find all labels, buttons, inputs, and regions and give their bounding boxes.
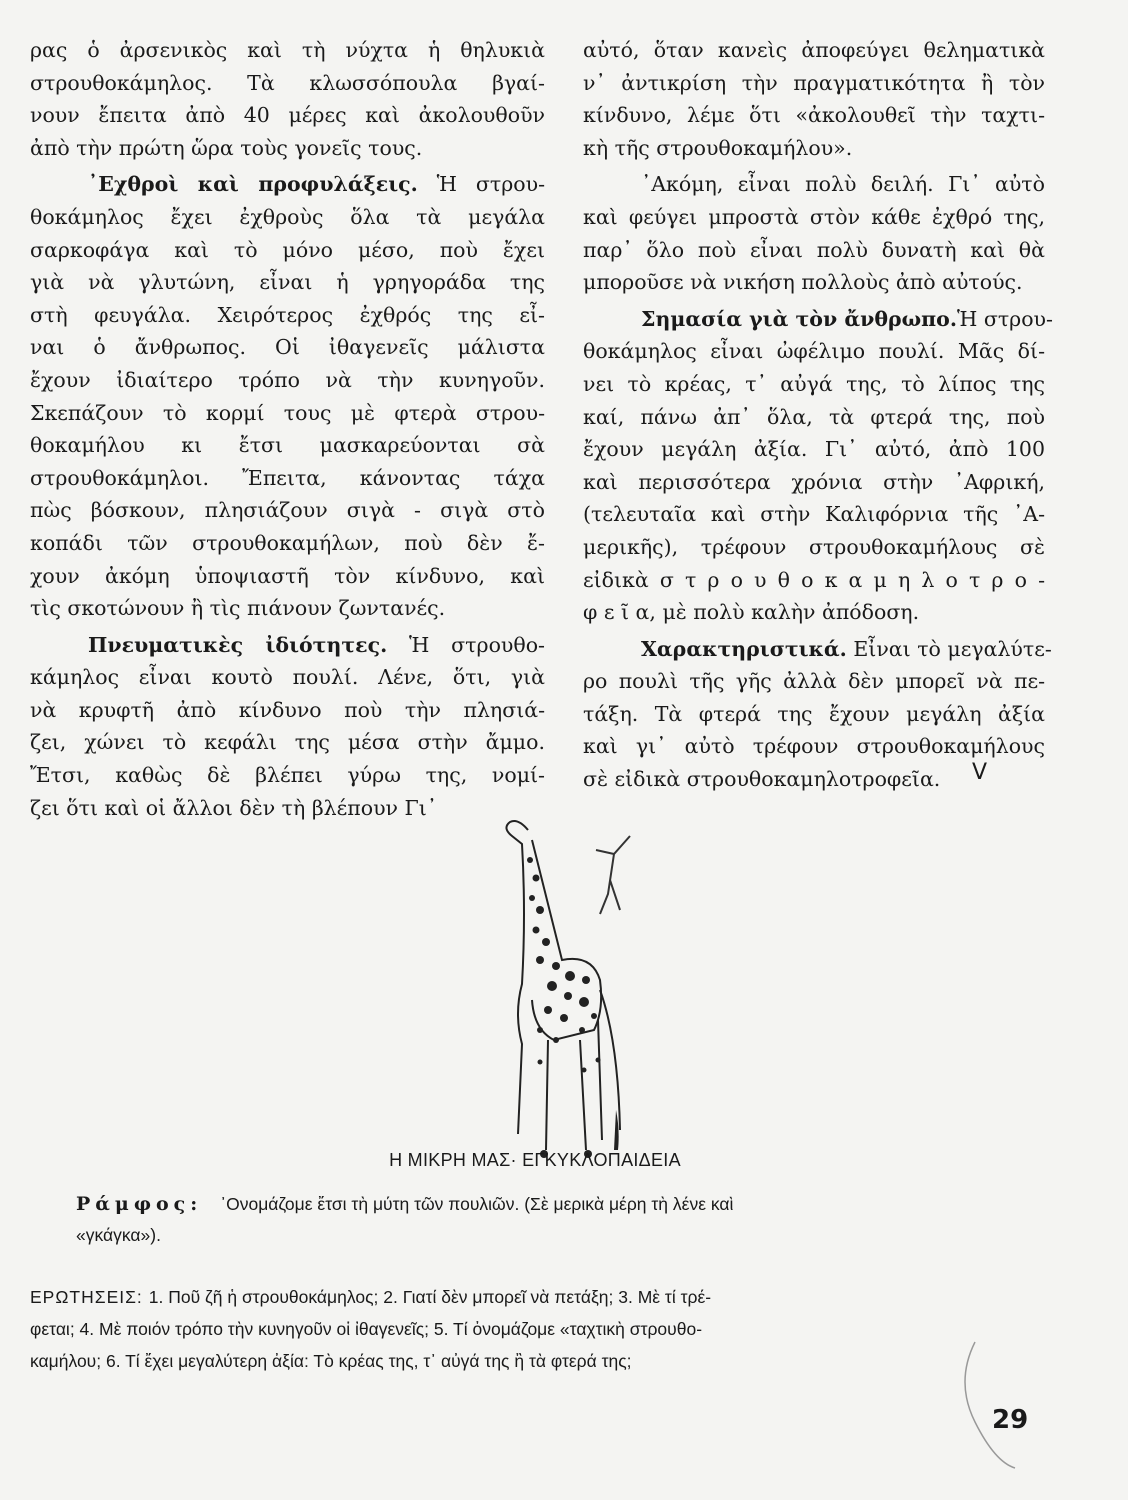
line-text: Ἡ στρουθο- — [387, 632, 545, 657]
line-text: ρο πουλὶ τῆς γῆς ἀλλὰ δὲν μπορεῖ νὰ πε- — [583, 669, 1045, 694]
text-line — [30, 201, 545, 234]
text-line — [583, 665, 1045, 698]
text-line — [583, 531, 1045, 564]
text-line — [30, 234, 545, 267]
paragraph-heading: Πνευματικὲς ἰδιότητες. — [88, 632, 388, 657]
line-text: κοπάδι τῶν στρουθοκαμήλων, ποὺ δὲν ἔ- — [30, 530, 545, 555]
paragraph — [30, 168, 545, 624]
text-line — [583, 698, 1045, 731]
ostrich-feather-sketch — [590, 830, 650, 940]
paragraph — [583, 303, 1053, 629]
line-text: ζει ὅτι καὶ οἱ ἄλλοι δὲν τὴ βλέπουν Γι᾿ — [30, 795, 438, 820]
text-line — [583, 335, 1045, 368]
left-text-column — [30, 34, 545, 824]
line-text: αὐτό, ὅταν κανεὶς ἀποφεύγει θεληματικὰ — [583, 38, 1045, 62]
line-text: εἰδικὰ σ τ ρ ο υ θ ο κ α μ η λ ο τ ρ ο - — [583, 567, 1045, 592]
text-line — [30, 661, 545, 694]
text-line — [583, 99, 1045, 132]
text-line — [30, 266, 545, 299]
text-line — [30, 34, 545, 67]
end-mark: V — [972, 760, 988, 785]
text-line — [30, 67, 545, 100]
text-line — [30, 694, 545, 727]
text-line — [30, 726, 545, 759]
entry-term: Ράμφος: — [76, 1193, 203, 1215]
line-text: τὶς σκοτώνουν ἢ τὶς πιάνουν ζωντανές. — [30, 596, 446, 621]
line-text: νὰ κρυφτῆ ἀπὸ κίνδυνο ποὺ τὴν πλησιά- — [30, 697, 545, 722]
paragraph — [583, 34, 1045, 164]
line-text: Ἔτσι, καθὼς δὲ βλέπει γύρω της, νομί- — [30, 763, 545, 788]
line-text: Σκεπάζουν τὸ κορμί τους μὲ φτερὰ στρου- — [30, 400, 545, 425]
questions-label: ΕΡΩΤΗΣΕΙΣ: — [30, 1287, 143, 1307]
line-text: ἔχουν ἰδιαίτερο τρόπο νὰ τὴν κυνηγοῦν. — [30, 367, 545, 392]
text-line — [583, 730, 1045, 763]
line-text: θοκάμηλος ἔχει ἐχθροὺς ὅλα τὰ μεγάλα — [30, 204, 545, 229]
text-line — [30, 132, 545, 165]
encyclopedia-section — [30, 1150, 1040, 1377]
text-line — [583, 433, 1045, 466]
line-text: ν᾿ ἀντικρίση τὴν πραγματικότητα ἢ τὸν — [583, 70, 1045, 95]
encyclopedia-entry — [30, 1189, 1040, 1251]
entry-definition-line2: «γκάγκα»). — [76, 1225, 161, 1245]
line-text: πὼς βόσκουν, πλησιάζουν σιγὰ - σιγὰ στὸ — [30, 498, 545, 523]
text-line — [583, 368, 1045, 401]
text-line — [583, 303, 1053, 336]
line-text: ἀπὸ τὴν πρώτη ὥρα τοὺς γονεῖς τους. — [30, 135, 423, 160]
text-line — [30, 792, 545, 825]
line-text: ρας ὁ ἀρσενικὸς καὶ τὴ νύχτα ἡ θηλυκιὰ — [30, 38, 545, 62]
line-text: Εἶναι τὸ μεγαλύτε- — [846, 636, 1052, 661]
questions-line1: 1. Ποῦ ζῆ ἡ στρουθοκάμηλος; 2. Γιατί δὲν μπορεῖ νὰ πετάξη; 3. Μὲ τί τρέ- — [148, 1287, 712, 1307]
questions-line2: φεται; 4. Μὲ ποιόν τρόπο τὴν κυνηγοῦν οἱ ἰθαγενεῖς; 5. Τί ὀνομάζομε «ταχτικὴ στρουθο- — [30, 1319, 703, 1339]
text-line — [583, 132, 1045, 165]
text-line — [30, 560, 545, 593]
text-line — [30, 168, 545, 201]
text-line — [30, 592, 545, 625]
text-line — [583, 34, 1045, 67]
line-text: θοκαμήλου κι ἔτσι μασκαρεύονται σὰ — [30, 433, 545, 458]
encyclopedia-title: Η ΜΙΚΡΗ ΜΑΣ· ΕΓΚΥΚΛΟΠΑΙΔΕΙΑ — [389, 1150, 681, 1170]
line-text: μερικῆς), τρέφουν στρουθοκαμήλους σὲ — [583, 534, 1045, 559]
text-line — [30, 429, 545, 462]
line-text: παρ᾿ ὅλο ποὺ εἶναι πολὺ δυνατὴ καὶ θὰ — [583, 237, 1045, 262]
line-text: καὶ φεύγει μπροστὰ στὸν κάθε ἐχθρό της, — [583, 204, 1045, 229]
line-text: ζει, χώνει τὸ κεφάλι της μέσα στὴν ἄμμο. — [30, 730, 545, 755]
line-text: φ ε ῖ α, μὲ πολὺ καλὴν ἀπόδοση. — [583, 600, 920, 625]
page-number: 29 — [992, 1405, 1029, 1435]
line-text: καὶ γι᾿ αὐτὸ τρέφουν στρουθοκαμήλους — [583, 734, 1045, 759]
line-text: σὲ εἰδικὰ στρουθοκαμηλοτροφεῖα. — [583, 767, 941, 792]
line-text: ᾿Ακόμη, εἶναι πολὺ δειλή. Γι᾿ αὐτὸ — [641, 172, 1045, 197]
text-line — [583, 401, 1045, 434]
line-text: χουν ἀκόμη ὑποψιαστῆ τὸν κίνδυνο, καὶ — [30, 563, 545, 588]
line-text: στὴ φευγάλα. Χειρότερος ἐχθρός της εἶ- — [30, 302, 545, 327]
text-line — [30, 462, 545, 495]
text-line — [583, 67, 1045, 100]
paragraph-heading: Σημασία γιὰ τὸν ἄνθρωπο. — [641, 306, 957, 331]
line-text: Ἡ στρου- — [956, 306, 1053, 331]
text-line — [583, 168, 1045, 201]
text-line — [583, 466, 1045, 499]
text-line — [30, 331, 545, 364]
line-text: (τελευταῖα καὶ στὴν Καλιφόρνια τῆς ᾿Α- — [583, 502, 1045, 527]
line-text: κάμηλος εἶναι κουτὸ πουλί. Λένε, ὅτι, γιὰ — [30, 665, 545, 690]
line-text: στρουθοκάμηλοι. Ἔπειτα, κάνοντας τάχα — [30, 465, 545, 490]
questions-block — [30, 1281, 1040, 1377]
line-text: ἔχουν μεγάλη ἀξία. Γι᾿ αὐτό, ἀπὸ 100 — [583, 437, 1045, 462]
paragraph — [30, 629, 545, 825]
text-line — [583, 234, 1045, 267]
text-line — [30, 99, 545, 132]
text-line — [583, 498, 1045, 531]
text-line — [583, 596, 1045, 629]
line-text: ναι ὁ ἄνθρωπος. Οἱ ἰθαγενεῖς μάλιστα — [30, 335, 545, 360]
text-line — [30, 629, 545, 662]
line-text: τάξη. Τὰ φτερά της ἔχουν μεγάλη ἀξία — [583, 701, 1045, 726]
line-text: καί, πάνω ἀπ᾿ ὅλα, τὰ φτερά της, ποὺ — [583, 404, 1045, 429]
paragraph — [583, 168, 1045, 298]
text-line — [583, 266, 1045, 299]
text-line — [30, 527, 545, 560]
text-line — [30, 494, 545, 527]
text-line — [30, 759, 545, 792]
line-text: σαρκοφάγα καὶ τὸ μόνο μέσο, ποὺ ἔχει — [30, 237, 545, 262]
line-text: καὶ περισσότερα χρόνια στὴν ᾿Αφρική, — [583, 469, 1045, 494]
text-line — [30, 364, 545, 397]
line-text: κὴ τῆς στρουθοκαμήλου». — [583, 135, 853, 160]
text-line — [583, 633, 1052, 666]
right-text-column — [583, 34, 1053, 796]
line-text: νει τὸ κρέας, τ᾿ αὐγά της, τὸ λίπος της — [583, 371, 1045, 396]
line-text: κίνδυνο, λέμε ὅτι «ἀκολουθεῖ τὴν ταχτι- — [583, 103, 1045, 128]
text-line — [583, 564, 1045, 597]
paragraph-heading: Χαρακτηριστικά. — [641, 636, 847, 661]
paragraph-heading: ᾿Εχθροὶ καὶ προφυλάξεις. — [88, 172, 418, 197]
line-text: στρουθοκάμηλος. Τὰ κλωσσόπουλα βγαί- — [30, 70, 545, 95]
line-text: θοκάμηλος εἶναι ὠφέλιμο πουλί. Μᾶς δί- — [583, 339, 1045, 364]
line-text: γιὰ νὰ γλυτώνη, εἶναι ἡ γρηγοράδα της — [30, 270, 545, 295]
text-line — [583, 201, 1045, 234]
text-line — [30, 299, 545, 332]
paragraph — [30, 34, 545, 164]
questions-line3: καμήλου; 6. Τί ἔχει μεγαλύτερη ἀξία: Τὸ κρέας της, τ᾿ αὐγά της ἢ τὰ φτερά της; — [30, 1351, 632, 1371]
line-text: Ἡ στρου- — [417, 172, 545, 197]
text-line — [30, 397, 545, 430]
entry-definition-line1: ᾿Ονομάζομε ἔτσι τὴ μύτη τῶν πουλιῶν. (Σὲ μερικὰ μέρη τὴ λένε καὶ — [220, 1194, 734, 1214]
line-text: μποροῦσε νὰ νικήση πολλοὺς ἀπὸ αὐτούς. — [583, 270, 1023, 295]
line-text: νουν ἔπειτα ἀπὸ 40 μέρες καὶ ἀκολουθοῦν — [30, 103, 545, 128]
